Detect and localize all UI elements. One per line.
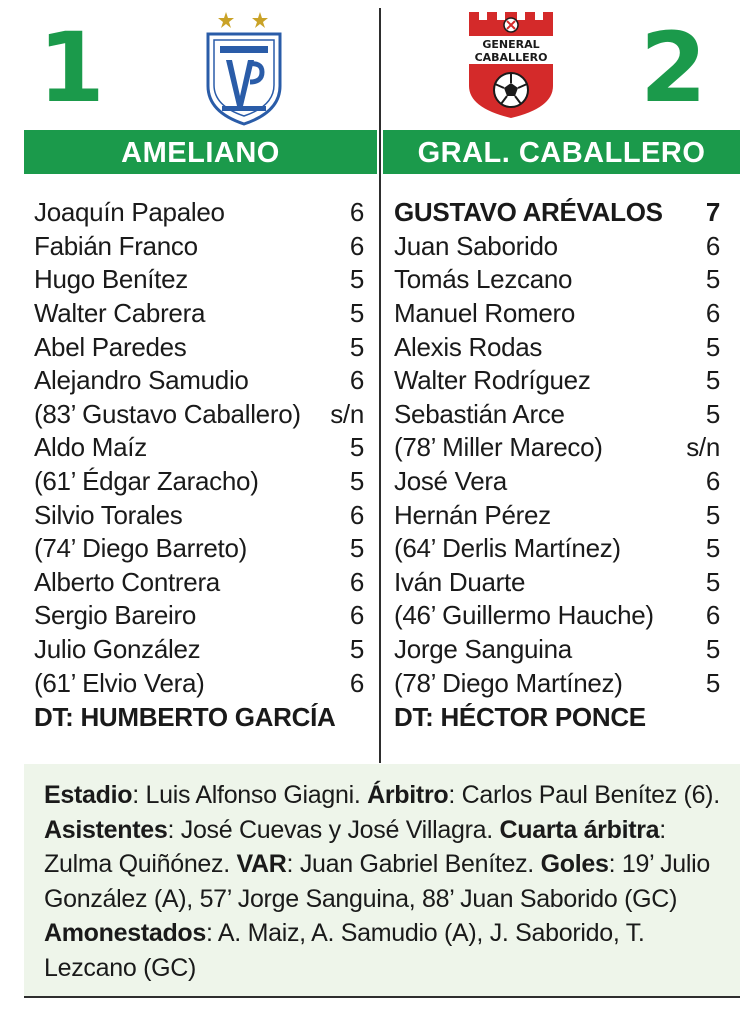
player-rating: 6 bbox=[349, 667, 364, 698]
player-rating: 5 bbox=[705, 264, 720, 295]
player-row bbox=[34, 364, 364, 398]
player-name: Jorge Sanguina bbox=[394, 634, 572, 665]
goals-label: Goles bbox=[540, 850, 609, 878]
player-name: (83’ Gustavo Caballero) bbox=[34, 398, 301, 429]
player-name: Alejandro Samudio bbox=[34, 365, 249, 396]
referee-value: : Carlos Paul Benítez (6). bbox=[448, 781, 720, 809]
cautions-label: Amonestados bbox=[44, 919, 207, 947]
player-name: (61’ Édgar Zaracho) bbox=[34, 466, 259, 497]
player-row bbox=[34, 465, 364, 499]
player-row bbox=[34, 498, 364, 532]
home-score: 1 bbox=[38, 12, 105, 124]
player-name: Walter Cabrera bbox=[34, 298, 206, 329]
player-name: Manuel Romero bbox=[394, 298, 576, 329]
player-name: (64’ Derlis Martínez) bbox=[394, 533, 621, 564]
player-rating: 5 bbox=[705, 331, 720, 362]
home-lineup bbox=[34, 196, 364, 734]
assistants-label: Asistentes bbox=[44, 815, 168, 844]
stadium-value: : Luis Alfonso Giagni. bbox=[132, 781, 368, 809]
player-row bbox=[394, 364, 720, 398]
player-name: Alexis Rodas bbox=[394, 331, 543, 362]
player-rating: 6 bbox=[705, 298, 720, 329]
player-rating: 5 bbox=[705, 533, 720, 564]
away-team-name: GRAL. CABALLERO bbox=[383, 130, 740, 174]
player-name: (74’ Diego Barreto) bbox=[34, 533, 247, 564]
player-row bbox=[34, 196, 364, 230]
player-rating: 6 bbox=[349, 499, 364, 530]
player-rating: 5 bbox=[705, 398, 720, 429]
player-name: Tomás Lezcano bbox=[394, 264, 573, 295]
away-lineup bbox=[394, 196, 720, 734]
player-name: Walter Rodríguez bbox=[394, 365, 591, 396]
player-row bbox=[394, 196, 720, 230]
player-rating: 5 bbox=[705, 634, 720, 665]
player-rating: 6 bbox=[349, 600, 364, 631]
player-name: Julio González bbox=[34, 634, 201, 665]
column-divider bbox=[379, 8, 381, 763]
player-row bbox=[394, 599, 720, 633]
player-rating: 6 bbox=[349, 365, 364, 396]
player-name: Iván Duarte bbox=[394, 566, 526, 597]
player-row bbox=[34, 398, 364, 432]
player-name: GUSTAVO ARÉVALOS bbox=[394, 197, 663, 228]
general-caballero-crest-icon bbox=[463, 6, 559, 120]
player-name: Silvio Torales bbox=[34, 499, 183, 530]
player-rating: 6 bbox=[349, 566, 364, 597]
player-name: Sergio Bareiro bbox=[34, 600, 196, 631]
player-row bbox=[394, 431, 720, 465]
match-info bbox=[24, 764, 740, 998]
stadium-label: Estadio bbox=[44, 781, 133, 809]
player-name: (61’ Elvio Vera) bbox=[34, 667, 205, 698]
player-rating: 6 bbox=[705, 466, 720, 497]
player-rating: 5 bbox=[705, 365, 720, 396]
player-rating: 5 bbox=[705, 566, 720, 597]
player-row bbox=[34, 230, 364, 264]
player-rating: 6 bbox=[349, 230, 364, 261]
fourth-official-label: Cuarta árbitra bbox=[499, 815, 660, 844]
player-row bbox=[34, 330, 364, 364]
player-rating: 5 bbox=[349, 466, 364, 497]
player-rating: 5 bbox=[349, 533, 364, 564]
player-rating: 7 bbox=[705, 197, 720, 228]
assistants-value: : José Cuevas y José Villagra. bbox=[167, 815, 500, 844]
player-rating: s/n bbox=[686, 432, 720, 463]
player-row bbox=[394, 230, 720, 264]
player-row bbox=[34, 263, 364, 297]
player-rating: 5 bbox=[349, 331, 364, 362]
player-name: Joaquín Papaleo bbox=[34, 197, 225, 228]
player-row bbox=[394, 263, 720, 297]
player-name: Hugo Benítez bbox=[34, 264, 188, 295]
var-label: VAR bbox=[236, 850, 287, 878]
var-value: : Juan Gabriel Benítez. bbox=[286, 850, 541, 878]
player-rating: 5 bbox=[349, 634, 364, 665]
player-row bbox=[34, 666, 364, 700]
player-name: Juan Saborido bbox=[394, 230, 558, 261]
coach-name: DT: HUMBERTO GARCÍA bbox=[34, 701, 336, 732]
player-row bbox=[34, 633, 364, 667]
player-rating: 5 bbox=[705, 667, 720, 698]
player-row bbox=[394, 566, 720, 600]
player-name: (46’ Guillermo Hauche) bbox=[394, 600, 654, 631]
home-team-name: AMELIANO bbox=[24, 130, 377, 174]
player-rating: 5 bbox=[705, 499, 720, 530]
player-row bbox=[394, 532, 720, 566]
player-row bbox=[394, 398, 720, 432]
player-row bbox=[34, 599, 364, 633]
player-row bbox=[394, 498, 720, 532]
player-row bbox=[394, 297, 720, 331]
player-name: Fabián Franco bbox=[34, 230, 198, 261]
crest-line2: CABALLERO bbox=[474, 51, 548, 64]
player-rating: 5 bbox=[349, 264, 364, 295]
player-row bbox=[34, 532, 364, 566]
player-row bbox=[34, 431, 364, 465]
player-rating: 6 bbox=[349, 197, 364, 228]
player-rating: 6 bbox=[705, 600, 720, 631]
referee-label: Árbitro bbox=[367, 781, 449, 809]
player-row bbox=[394, 465, 720, 499]
player-name: (78’ Diego Martínez) bbox=[394, 667, 623, 698]
player-name: (78’ Miller Mareco) bbox=[394, 432, 603, 463]
player-rating: 5 bbox=[349, 432, 364, 463]
player-name: Alberto Contrera bbox=[34, 566, 220, 597]
ameliano-crest-icon bbox=[202, 8, 286, 126]
player-name: Hernán Pérez bbox=[394, 499, 551, 530]
player-rating: s/n bbox=[330, 398, 364, 429]
cautions-value: : A. Maiz, A. Samudio (A), J. Saborido, T. Lezcano (GC) bbox=[44, 919, 645, 982]
player-name: Abel Paredes bbox=[34, 331, 187, 362]
goals-value: : 19’ Julio González (A), 57’ Jorge Sanguina, 88’ Juan Saborido (GC) bbox=[44, 850, 710, 913]
crest-line1: GENERAL bbox=[482, 38, 540, 51]
player-row bbox=[34, 566, 364, 600]
player-row bbox=[394, 330, 720, 364]
player-name: Aldo Maíz bbox=[34, 432, 147, 463]
away-score: 2 bbox=[640, 12, 707, 124]
player-row bbox=[394, 666, 720, 700]
player-name: Sebastián Arce bbox=[394, 398, 565, 429]
player-name: José Vera bbox=[394, 466, 507, 497]
player-rating: 5 bbox=[349, 298, 364, 329]
fourth-official-value: : Zulma Quiñónez. bbox=[44, 815, 666, 878]
player-row bbox=[34, 297, 364, 331]
player-rating: 6 bbox=[705, 230, 720, 261]
player-row bbox=[394, 633, 720, 667]
coach-name: DT: HÉCTOR PONCE bbox=[394, 701, 646, 732]
